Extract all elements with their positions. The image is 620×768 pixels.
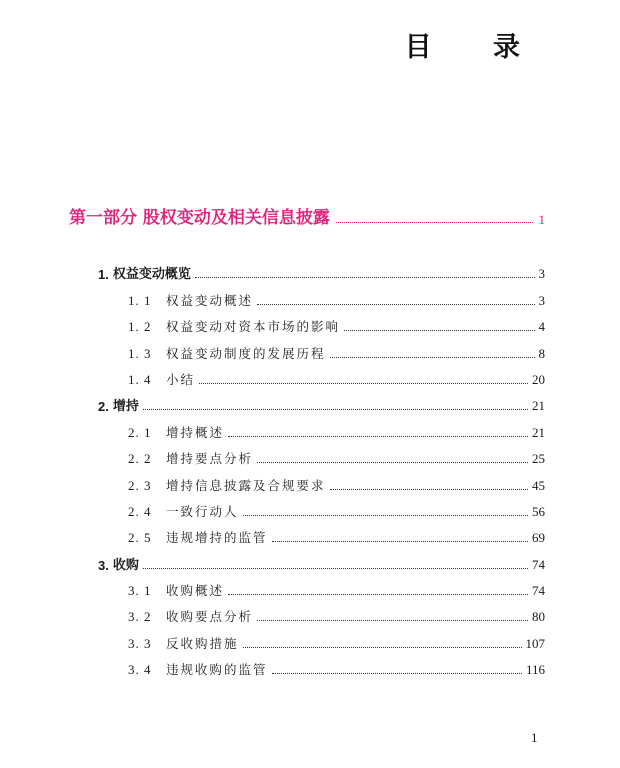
toc-part-entry[interactable]: [69, 204, 545, 228]
page-title: 目 录: [404, 32, 546, 63]
entry-number: 3. 3: [128, 635, 152, 651]
entry-number: 1. 4: [128, 371, 152, 387]
toc-chapter-entry[interactable]: [98, 388, 545, 414]
toc-section-entry[interactable]: [98, 309, 545, 335]
entry-number: 1. 3: [128, 345, 152, 361]
toc-section-entry[interactable]: [98, 441, 545, 467]
entry-label: 一致行动人: [166, 503, 239, 519]
entry-label: 权益变动概述: [166, 292, 254, 308]
entry-page-number: 74: [532, 583, 545, 599]
entry-number: 2. 4: [128, 503, 152, 519]
dot-leader: [336, 221, 533, 223]
entry-number: 2. 2: [128, 451, 152, 467]
dot-leader: [195, 276, 535, 278]
entry-label: 增持: [112, 399, 139, 415]
entry-label: 收购: [112, 557, 139, 573]
toc-section-entry[interactable]: [98, 414, 545, 440]
entry-number: 2. 3: [128, 477, 152, 493]
entry-label: 违规收购的监管: [166, 662, 268, 678]
entry-page-number: 8: [538, 345, 545, 361]
table-of-contents: [98, 256, 545, 678]
entry-number: 2. 5: [128, 530, 152, 546]
dot-leader: [257, 303, 534, 305]
entry-number: 1.: [98, 267, 109, 283]
entry-page-number: 80: [532, 609, 545, 625]
dot-leader: [243, 514, 528, 516]
dot-leader: [272, 672, 522, 674]
toc-section-entry[interactable]: [98, 599, 545, 625]
entry-number: 3. 1: [128, 583, 152, 599]
dot-leader: [272, 540, 528, 542]
toc-chapter-entry[interactable]: [98, 256, 545, 282]
toc-section-entry[interactable]: [98, 625, 545, 651]
toc-section-entry[interactable]: [98, 282, 545, 308]
entry-page-number: 25: [532, 451, 545, 467]
toc-section-entry[interactable]: [98, 467, 545, 493]
toc-section-entry[interactable]: [98, 494, 545, 520]
entry-label: 增持信息披露及合规要求: [166, 477, 326, 493]
entry-number: 3. 4: [128, 662, 152, 678]
entry-label: 收购要点分析: [166, 609, 254, 625]
entry-number: 1. 2: [128, 319, 152, 335]
entry-label: 权益变动对资本市场的影响: [166, 319, 341, 335]
entry-page-number: 20: [532, 371, 545, 387]
entry-number: 2. 1: [128, 424, 152, 440]
entry-page-number: 4: [538, 319, 545, 335]
entry-page-number: 69: [532, 530, 545, 546]
entry-page-number: 21: [532, 424, 545, 440]
toc-section-entry[interactable]: [98, 573, 545, 599]
dot-leader: [330, 488, 528, 490]
dot-leader: [199, 382, 528, 384]
entry-page-number: 3: [538, 266, 545, 282]
entry-number: 2.: [98, 399, 109, 415]
entry-page-number: 107: [525, 635, 545, 651]
dot-leader: [344, 329, 534, 331]
entry-label: 增持概述: [166, 424, 225, 440]
dot-leader: [257, 619, 528, 621]
entry-number: 3. 2: [128, 609, 152, 625]
entry-page-number: 116: [525, 662, 545, 678]
entry-number: 3.: [98, 557, 109, 573]
entry-page-number: 74: [532, 556, 545, 572]
entry-page-number: 56: [532, 503, 545, 519]
toc-section-entry[interactable]: [98, 362, 545, 388]
toc-section-entry[interactable]: [98, 652, 545, 678]
dot-leader: [243, 646, 522, 648]
entry-page-number: 45: [532, 477, 545, 493]
part-page-number: 1: [538, 212, 545, 227]
entry-label: 小结: [166, 371, 196, 387]
entry-page-number: 21: [532, 398, 545, 414]
entry-label: 权益变动制度的发展历程: [166, 345, 326, 361]
dot-leader: [330, 356, 535, 358]
part-label: 第一部分 股权变动及相关信息披露: [69, 208, 330, 228]
toc-chapter-entry[interactable]: [98, 546, 545, 572]
dot-leader: [228, 435, 528, 437]
dot-leader: [257, 461, 528, 463]
entry-number: 1. 1: [128, 292, 152, 308]
entry-label: 违规增持的监管: [166, 530, 268, 546]
page-number: 1: [531, 730, 538, 745]
toc-section-entry[interactable]: [98, 335, 545, 361]
dot-leader: [228, 593, 528, 595]
entry-label: 反收购措施: [166, 635, 239, 651]
entry-label: 增持要点分析: [166, 451, 254, 467]
dot-leader: [143, 567, 528, 569]
entry-label: 收购概述: [166, 583, 225, 599]
entry-page-number: 3: [538, 292, 545, 308]
toc-section-entry[interactable]: [98, 520, 545, 546]
entry-label: 权益变动概览: [112, 267, 191, 283]
dot-leader: [143, 408, 528, 410]
